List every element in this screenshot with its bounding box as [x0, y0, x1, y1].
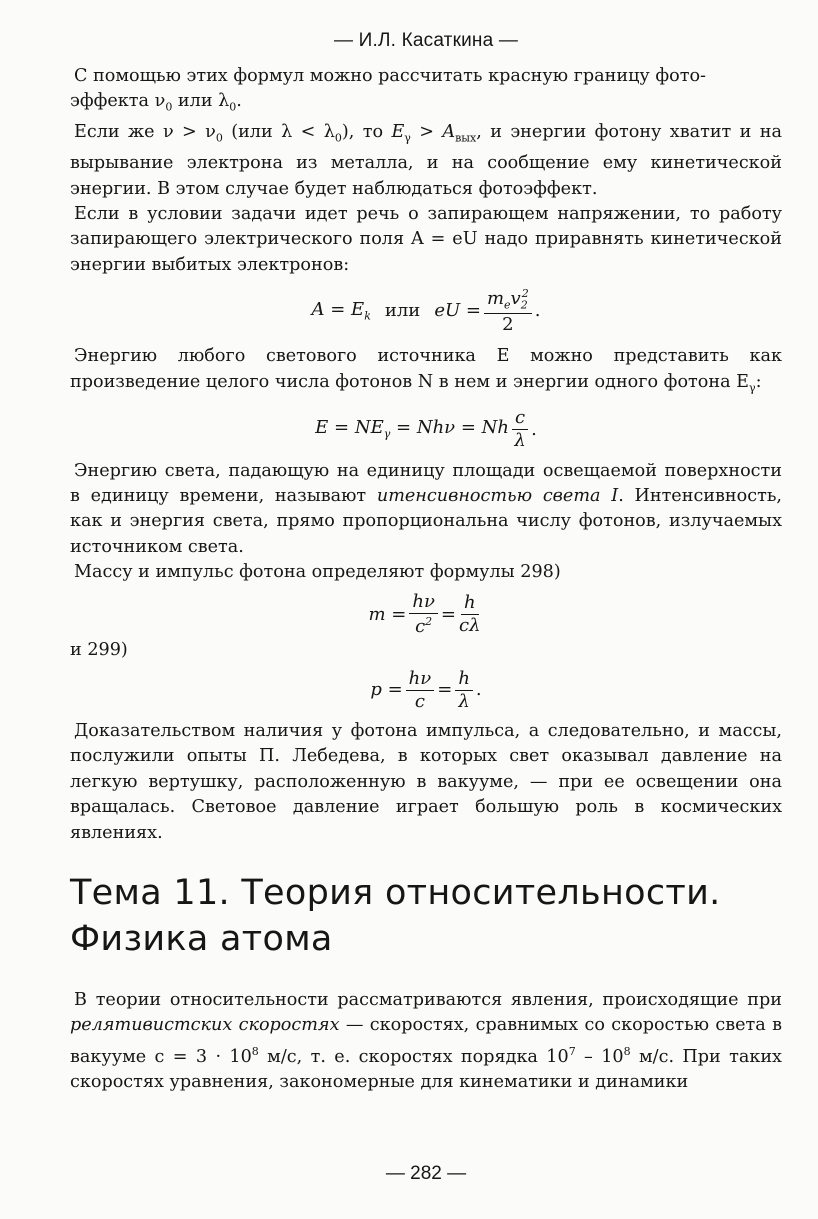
paragraph-stopping-voltage: Если в условии задачи идет речь о запирающем напряжении, то работу запирающего электрического поля A = eU надо приравнять кинетической энергии выбитых электронов:	[70, 204, 782, 275]
body-text	[70, 64, 782, 1096]
running-header: — И.Л. Касаткина —	[333, 30, 519, 51]
paragraph-mass-momentum: Массу и импульс фотона определяют формулы 298)	[74, 562, 561, 583]
formula-298: m = $\frac{h\nu}{c^2}$ = $\frac{h}{c\lambda}$	[368, 591, 481, 638]
paragraph-intensity: Энергию света, падающую на единицу площади освещаемой поверхности в единицу времени, называют итенсивностью света I. Интенсивность, как и энергия света, прямо пропорциональна числу фотонов, излучаемых источником света.	[70, 460, 783, 557]
paragraph-relativity: В теории относительности рассматриваются явления, происходящие при релятивистских скоростях — скоростях, сравнимых со скоростью света в вакууме $c = 3 \cdot 10^8$ м/с, т. е. скоростях порядка $10^7 - 10^8$ м/с. При таких скоростях уравнения, закономерные для кинематики и динамики	[70, 990, 782, 1093]
paragraph-photon-count: Энергию любого светового источника E можно представить как произведение целого числа фотонов N в нем и энергии одного фотона $E_\gamma$:	[70, 346, 782, 395]
formula-299: p = $\frac{h\nu}{c}$ = $\frac{h}{\lambda}$ .	[370, 667, 482, 712]
paragraph-and-299: и 299)	[70, 639, 128, 660]
paragraph-lebedev: Доказательством наличия у фотона импульса, а следовательно, и массы, послужили опыты П. Лебедева, в которых свет оказывал давление на легкую вертушку, расположенную в вакууме, — при ее освещении она вращалась. Световое давление играет большую роль в космических явлениях.	[70, 721, 782, 843]
formula-work-energy: $A = E_k$ или eU = $\frac{m_ev_2^2}{2}$ .	[311, 287, 541, 336]
page-number: — 282 —	[385, 1163, 467, 1184]
formula-light-energy: $E = NE_\gamma = Nh\nu = Nh$ $\frac{c}{\lambda}$ .	[315, 407, 537, 452]
section-heading: Тема 11. Теория относительности. Физика атома	[70, 873, 721, 960]
page	[70, 0, 782, 1219]
paragraph-photoeffect-condition: Если же $\nu > \nu_0$ (или $\lambda < \lambda_0$), то $E_\gamma > A_{вых}$, и энергии фотону хватит и на вырывание электрона из металла, и на сообщение ему кинетической энергии. В этом случае будет наблюдаться фотоэффект.	[70, 122, 782, 199]
paragraph-red-limit: С помощью этих формул можно рассчитать красную границу фото- эффекта $\nu_0$ или $\lambda_0$.	[70, 66, 706, 114]
